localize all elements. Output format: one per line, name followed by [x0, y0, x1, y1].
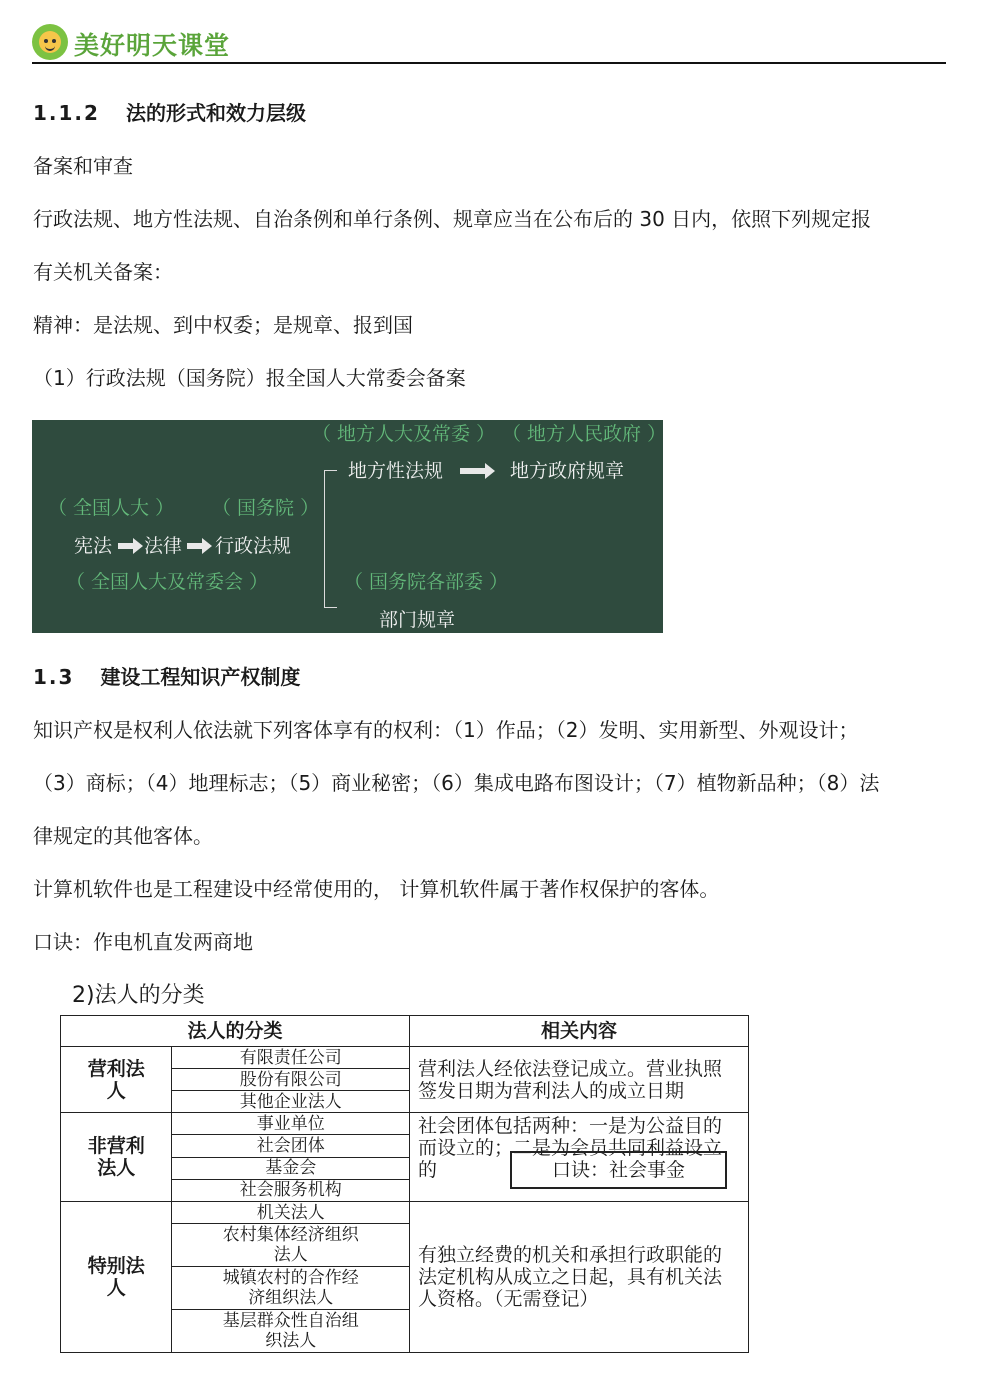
constitution-text: 宪法: [74, 535, 113, 557]
paragraph: 口诀：作电机直发两商地: [33, 930, 253, 954]
admin-regulation-text: 行政法规: [215, 535, 292, 557]
ministries-label: （ 国务院各部委 ）: [344, 571, 509, 593]
paragraph: （3）商标；（4）地理标志；（5）商业秘密；（6）集成电路布图设计；（7）植物新品种；（8）法: [33, 771, 880, 795]
arrow-icon: [187, 543, 203, 549]
paragraph: 知识产权是权利人依法就下列客体享有的权利：（1）作品；（2）发明、实用新型、外观设计；: [33, 718, 859, 742]
content-cell: 营利法人经依法登记成立。营业执照签发日期为营利法人的成立日期: [410, 1047, 749, 1113]
paragraph: 律规定的其他客体。: [33, 824, 213, 848]
section-title: 建设工程知识产权制度: [100, 665, 301, 689]
logo-icon: [32, 24, 68, 60]
local-government-label: （ 地方人民政府 ）: [502, 423, 667, 445]
subtype-cell: 基金会: [172, 1157, 410, 1179]
hierarchy-diagram: [32, 420, 667, 633]
table-row: [61, 1202, 749, 1224]
bracket-icon: [324, 470, 337, 608]
subtype-cell: 社会团体: [172, 1135, 410, 1157]
content-cell: [410, 1113, 749, 1202]
arrow-icon: [460, 468, 486, 474]
paragraph: 行政法规、地方性法规、自治条例和单行条例、规章应当在公布后的 30 日内，依照下列规定报: [33, 207, 872, 231]
paragraph: （1）行政法规（国务院）报全国人大常委会备案: [33, 366, 466, 390]
local-regulation-text: 地方性法规: [348, 460, 444, 482]
section-number: 1.3: [33, 665, 75, 689]
subtype-cell: 社会服务机构: [172, 1179, 410, 1201]
section-number: 1.1.2: [33, 101, 100, 125]
npc-label: （ 全国人大 ）: [48, 497, 175, 519]
law-text: 法律: [144, 535, 183, 557]
category-cell: 特别法人: [61, 1202, 172, 1353]
table-header-row: [61, 1016, 749, 1047]
local-gov-rule-text: 地方政府规章: [510, 460, 625, 482]
content-text: 社会团体包括两种：一是为公益目的而设立的；二是为会员共同利益设立的: [418, 1115, 723, 1181]
category-cell: 非营利法人: [61, 1113, 172, 1202]
header-content: 相关内容: [410, 1016, 749, 1047]
paragraph: 备案和审查: [33, 154, 133, 178]
dept-rule-text: 部门规章: [379, 609, 456, 631]
subtype-cell: 事业单位: [172, 1113, 410, 1135]
content-cell: 有独立经费的机关和承担行政职能的法定机构从成立之日起，具有机关法人资格。（无需登记）: [410, 1202, 749, 1353]
mnemonic-box: 口诀：社会事金: [510, 1151, 727, 1189]
table-row: [61, 1113, 749, 1135]
subtype-cell: 其他企业法人: [172, 1091, 410, 1113]
category-cell: 营利法人: [61, 1047, 172, 1113]
subtype-cell: 有限责任公司: [172, 1047, 410, 1069]
npc-standing-label: （ 全国人大及常委会 ）: [66, 571, 269, 593]
subtype-cell: 基层群众性自治组织法人: [172, 1310, 410, 1353]
paragraph: 有关机关备案：: [33, 260, 173, 284]
subtype-cell: 城镇农村的合作经济组织法人: [172, 1267, 410, 1310]
table-subtitle: 2)法人的分类: [72, 983, 205, 1008]
header-category: 法人的分类: [61, 1016, 410, 1047]
state-council-label: （ 国务院 ）: [212, 497, 320, 519]
section-heading-13: [33, 665, 300, 689]
paragraph: 精神：是法规、到中权委；是规章、报到国: [33, 313, 413, 337]
section-heading-112: [33, 101, 306, 125]
arrow-icon: [118, 543, 134, 549]
section-title: 法的形式和效力层级: [125, 101, 306, 125]
legal-person-table: [60, 1015, 749, 1353]
brand-name: 美好明天课堂: [74, 31, 231, 60]
subtype-cell: 机关法人: [172, 1202, 410, 1224]
local-congress-label: （ 地方人大及常委 ）: [312, 423, 496, 445]
table-row: [61, 1047, 749, 1069]
paragraph: 计算机软件也是工程建设中经常使用的， 计算机软件属于著作权保护的客体。: [33, 877, 720, 901]
header-divider: [32, 62, 946, 64]
subtype-cell: 股份有限公司: [172, 1069, 410, 1091]
subtype-cell: 农村集体经济组织法人: [172, 1224, 410, 1267]
